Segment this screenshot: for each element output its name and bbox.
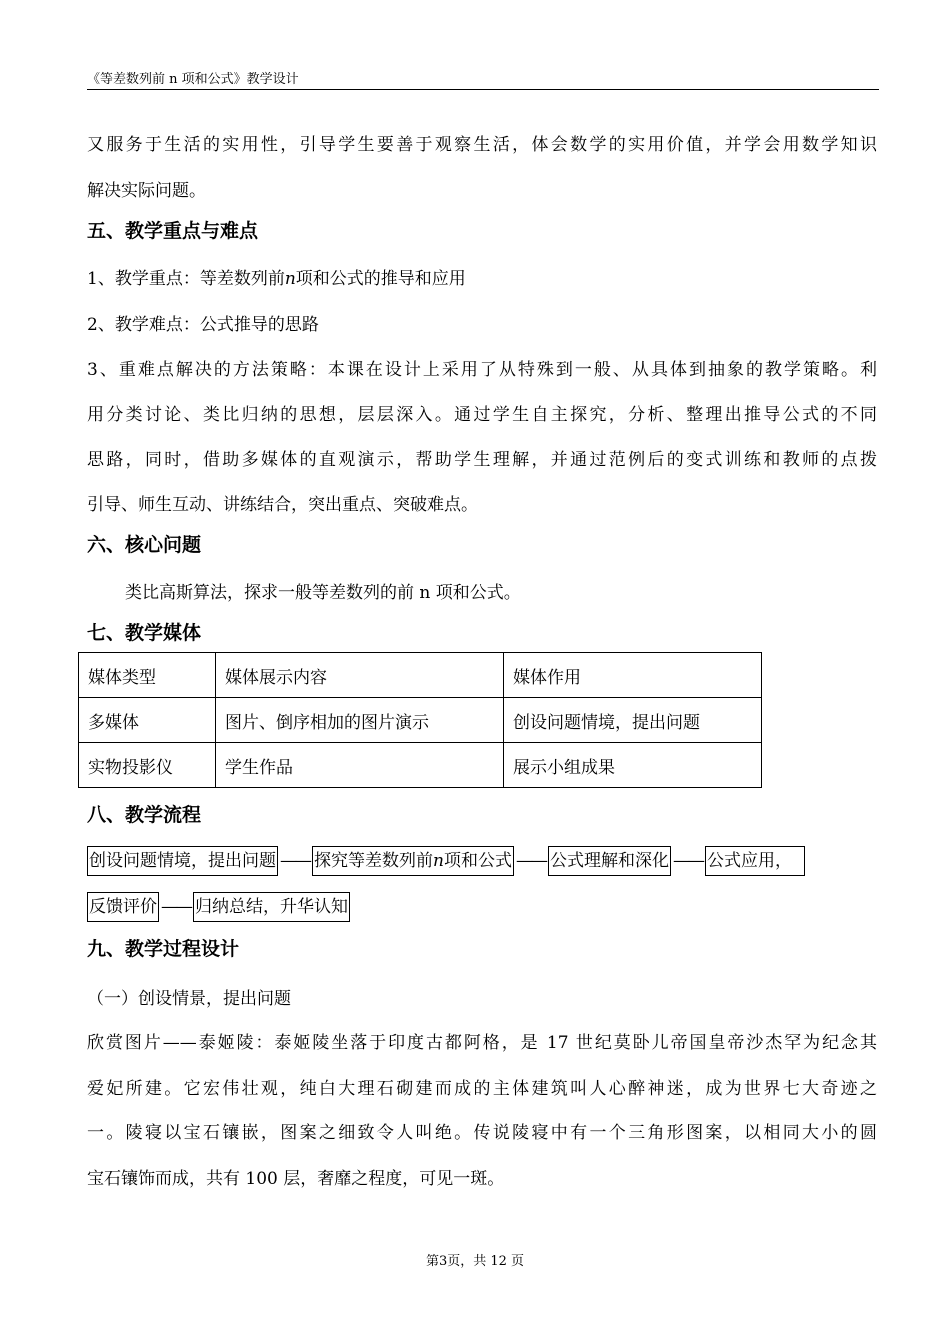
page-header: 《等差数列前 n 项和公式》教学设计 bbox=[87, 72, 299, 87]
media-table bbox=[78, 652, 762, 788]
section-6-heading: 六、核心问题 bbox=[87, 534, 202, 556]
key-point-pre: 1、教学重点：等差数列前 bbox=[87, 269, 285, 289]
table-row bbox=[79, 743, 762, 788]
flow-dash: —— bbox=[515, 851, 546, 871]
header-rule bbox=[87, 89, 879, 90]
taj-mahal-line-4: 宝石镶饰而成，共有 100 层，奢靡之程度，可见一斑。 bbox=[87, 1169, 505, 1189]
flow-dash: —— bbox=[280, 851, 310, 871]
taj-mahal-line-2: 爱妃所建。它宏伟壮观，纯白大理石砌建而成的主体建筑叫人心醉神迷，成为世界七大奇迹之 bbox=[87, 1079, 877, 1099]
flow-dash: —— bbox=[161, 897, 191, 917]
strategy-line-4: 引导、师生互动、讲练结合，突出重点、突破难点。 bbox=[87, 495, 478, 515]
flow-step-2-var: n bbox=[433, 851, 444, 871]
page-number: 第3页，共 12 页 bbox=[425, 1254, 525, 1269]
table-header-cell: 媒体展示内容 bbox=[216, 653, 504, 698]
flow-step-4: 公式应用， bbox=[705, 846, 805, 876]
table-cell: 实物投影仪 bbox=[79, 743, 216, 788]
taj-mahal-line-1: 欣赏图片——泰姬陵：泰姬陵坐落于印度古都阿格，是 17 世纪莫卧儿帝国皇帝沙杰罕为纪念其 bbox=[87, 1033, 877, 1053]
section-7-heading: 七、教学媒体 bbox=[87, 622, 202, 644]
section-5-heading: 五、教学重点与难点 bbox=[87, 220, 259, 242]
table-cell: 展示小组成果 bbox=[504, 743, 762, 788]
flow-step-2 bbox=[312, 846, 514, 876]
difficulty-item: 2、教学难点：公式推导的思路 bbox=[87, 315, 319, 335]
strategy-line-1: 3、重难点解决的方法策略：本课在设计上采用了从特殊到一般、从具体到抽象的教学策略。利 bbox=[87, 360, 877, 380]
flow-step-2-pre: 探究等差数列前 bbox=[314, 851, 433, 871]
flow-step-2-post: 项和公式 bbox=[443, 851, 512, 871]
flow-line-2 bbox=[87, 892, 350, 922]
table-header-row bbox=[79, 653, 762, 698]
core-question: 类比高斯算法，探求一般等差数列的前 n 项和公式。 bbox=[125, 583, 521, 603]
strategy-line-2: 用分类讨论、类比归纳的思想，层层深入。通过学生自主探究，分析、整理出推导公式的不同 bbox=[87, 405, 877, 425]
intro-line-2: 解决实际问题。 bbox=[87, 181, 206, 201]
section-9-heading: 九、教学过程设计 bbox=[87, 938, 240, 960]
strategy-line-3: 思路，同时，借助多媒体的直观演示，帮助学生理解，并通过范例后的变式训练和教师的点拨 bbox=[87, 450, 877, 470]
table-cell: 创设问题情境，提出问题 bbox=[504, 698, 762, 743]
table-row bbox=[79, 698, 762, 743]
flow-line-1 bbox=[87, 846, 805, 876]
flow-step-1: 创设问题情境，提出问题 bbox=[87, 846, 278, 876]
section-8-heading: 八、教学流程 bbox=[87, 804, 202, 826]
table-header-cell: 媒体类型 bbox=[79, 653, 216, 698]
intro-line-1: 又服务于生活的实用性，引导学生要善于观察生活，体会数学的实用价值，并学会用数学知识 bbox=[87, 135, 877, 155]
flow-step-5: 反馈评价 bbox=[87, 892, 159, 922]
key-point-var: n bbox=[284, 269, 296, 289]
flow-dash: —— bbox=[672, 851, 703, 871]
flow-step-3: 公式理解和深化 bbox=[548, 846, 671, 876]
taj-mahal-line-3: 一。陵寝以宝石镶嵌，图案之细致令人叫绝。传说陵寝中有一个三角形图案，以相同大小的圆 bbox=[87, 1123, 877, 1143]
subsection-1-title: （一）创设情景，提出问题 bbox=[87, 989, 291, 1009]
table-cell: 图片、倒序相加的图片演示 bbox=[216, 698, 504, 743]
table-cell: 多媒体 bbox=[79, 698, 216, 743]
table-cell: 学生作品 bbox=[216, 743, 504, 788]
table-header-cell: 媒体作用 bbox=[504, 653, 762, 698]
flow-step-6: 归纳总结，升华认知 bbox=[193, 892, 350, 922]
key-point-item bbox=[87, 264, 466, 289]
key-point-post: 项和公式的推导和应用 bbox=[295, 269, 466, 289]
